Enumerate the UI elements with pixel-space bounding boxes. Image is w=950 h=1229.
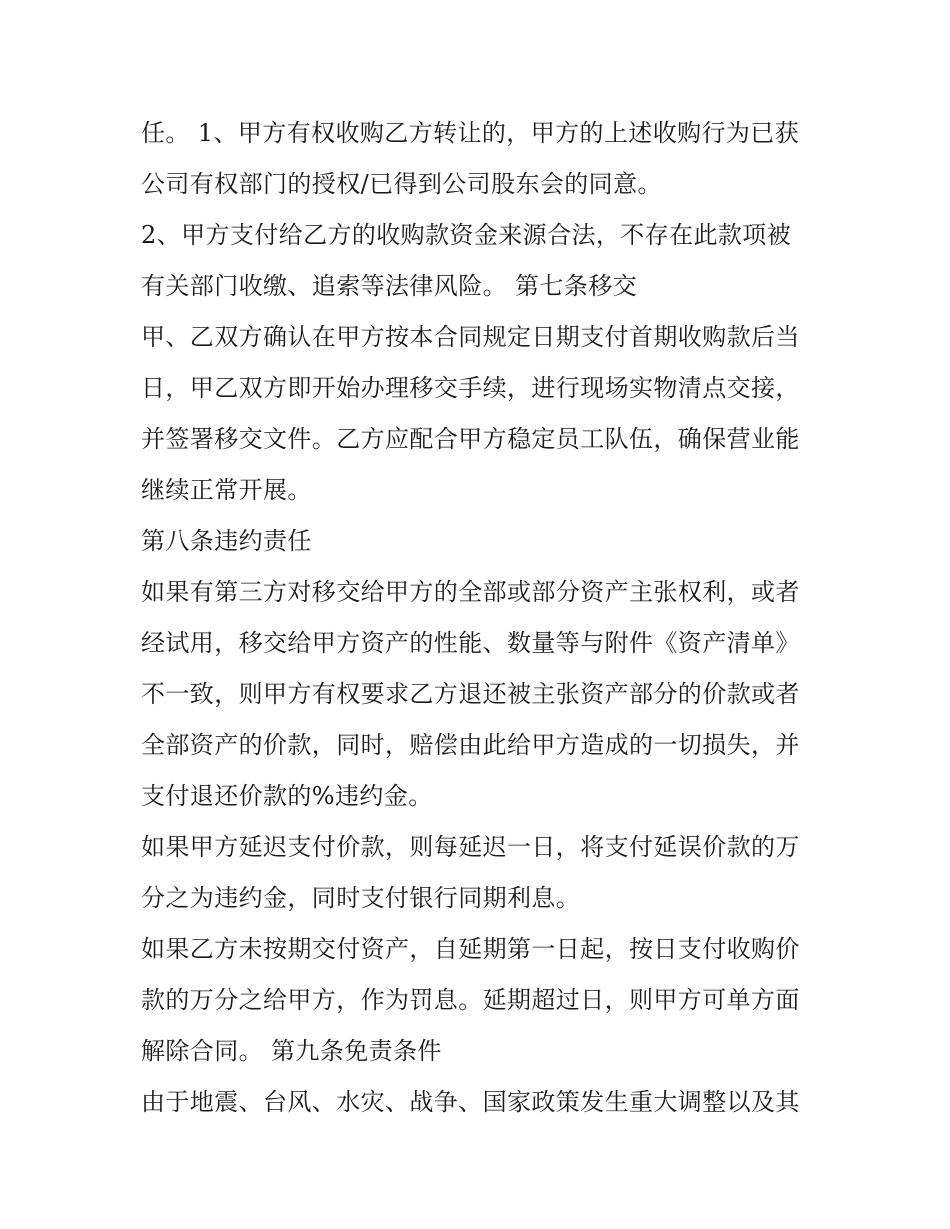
text-line: 分之为违约金，同时支付银行同期利息。 (141, 884, 581, 912)
section-heading: 第八条违约责任 (141, 527, 312, 555)
text-line: 支付退还价款的%违约金。 (141, 782, 433, 810)
text-line: 由于地震、台风、水灾、战争、国家政策发生重大调整以及其 (141, 1088, 800, 1116)
document-body (141, 108, 816, 1128)
text-line: 公司有权部门的授权/已得到公司股东会的同意。 (141, 170, 662, 198)
text-line: 款的万分之给甲方，作为罚息。延期超过日，则甲方可单方面 (141, 986, 800, 1014)
text-line: 任。 1、甲方有权收购乙方转让的，甲方的上述收购行为已获 (141, 119, 800, 147)
text-line: 不一致，则甲方有权要求乙方退还被主张资产部分的价款或者 (141, 680, 800, 708)
text-line: 有关部门收缴、追索等法律风险。 第七条移交 (141, 272, 638, 300)
text-line: 日，甲乙双方即开始办理移交手续，进行现场实物清点交接， (141, 374, 800, 402)
text-line: 如果甲方延迟支付价款，则每延迟一日，将支付延误价款的万 (141, 833, 800, 861)
text-line: 并签署移交文件。乙方应配合甲方稳定员工队伍，确保营业能 (141, 425, 800, 453)
text-line: 解除合同。 第九条免责条件 (141, 1037, 442, 1065)
text-line: 经试用，移交给甲方资产的性能、数量等与附件《资产清单》 (141, 629, 800, 657)
text-line: 2、甲方支付给乙方的收购款资金来源合法，不存在此款项被 (141, 221, 792, 249)
text-line: 继续正常开展。 (141, 476, 312, 504)
text-line: 如果乙方未按期交付资产，自延期第一日起，按日支付收购价 (141, 935, 800, 963)
text-line: 全部资产的价款，同时，赔偿由此给甲方造成的一切损失，并 (141, 731, 800, 759)
text-line: 如果有第三方对移交给甲方的全部或部分资产主张权利，或者 (141, 578, 800, 606)
text-line: 甲、乙双方确认在甲方按本合同规定日期支付首期收购款后当 (141, 323, 800, 351)
